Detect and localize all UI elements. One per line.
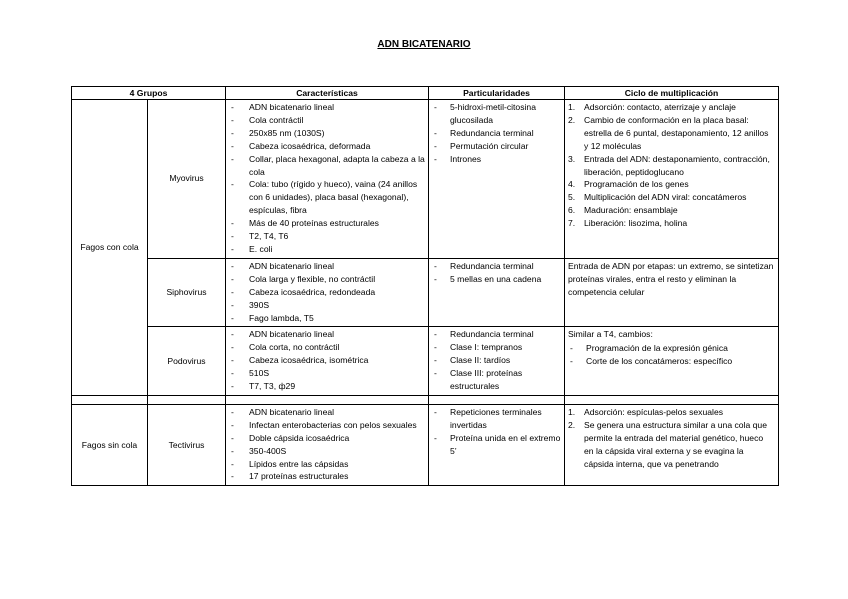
list-item: - Corte de los concatámeros: específico [568,355,775,368]
header-cycle: Ciclo de multiplicación [565,87,779,100]
list-item: - T7, T3, ф29 [229,380,425,393]
list-item: 4. Programación de los genes [568,179,689,190]
list-item: - Intrones [432,153,561,166]
list-item: - ADN bicatenario lineal [229,101,425,114]
list-item: - Cabeza icosaédrica, isométrica [229,354,425,367]
list-item: - Más de 40 proteínas estructurales [229,217,425,230]
list-item: 7. Liberación: lisozima, holina [568,218,688,229]
siphovirus-cycle-text: Entrada de ADN por etapas: un extremo, se sintetizan proteínas virales, entra el resto y eliminan la competencia celular [568,260,774,297]
row-myovirus [72,100,779,259]
list-item: - Redundancia terminal [432,260,561,273]
list-item: - Cola larga y flexible, no contráctil [229,273,425,286]
list-item: - Infectan enterobacterias con pelos sexuales [229,419,425,432]
list-item: 1. Adsorción: espículas-pelos sexuales [568,406,724,417]
list-item: - Doble cápsida icosaédrica [229,432,425,445]
list-item: 2. Se genera una estructura similar a una cola que permite la entrada del material genético, hueco en la cápsida viral externa y se evagina la cápsida interna, que va penetrando [568,419,767,469]
spacer-row [72,395,779,404]
tectivirus-particularities [429,404,565,485]
myovirus-cycle [565,100,779,259]
header-groups: 4 Grupos [72,87,226,100]
list-item: 6. Maduración: ensamblaje [568,205,678,216]
list-item: - Clase III: proteínas estructurales [432,367,561,393]
list-item: - 5 mellas en una cadena [432,273,561,286]
list-item: - Clase I: tempranos [432,341,561,354]
header-row [72,87,779,100]
list-item: - 390S [229,299,425,312]
family-myovirus: Myovirus [148,100,226,259]
list-item: - Redundancia terminal [432,328,561,341]
list-item: - Cola corta, no contráctil [229,341,425,354]
podovirus-cycle [565,327,779,396]
document-title: ADN BICATENARIO [377,39,471,50]
list-item: - Cabeza icosaédrica, deformada [229,140,425,153]
podovirus-characteristics [226,327,429,396]
row-podovirus [72,327,779,396]
list-item: 2. Cambio de conformación en la placa basal: estrella de 6 puntal, destaponamiento, 12 anillos y 12 moléculas [568,114,769,151]
podovirus-particularities [429,327,565,396]
list-item: - Clase II: tardíos [432,354,561,367]
list-item: - Programación de la expresión génica [568,342,775,355]
tectivirus-cycle [565,404,779,485]
family-tectivirus: Tectivirus [148,404,226,485]
list-item: - Cola: tubo (rígido y hueco), vaina (24 anillos con 6 unidades), placa basal (hexagonal), espículas, fibra [229,178,425,217]
siphovirus-characteristics [226,258,429,327]
list-item: - E. coli [229,243,425,256]
tectivirus-characteristics [226,404,429,485]
siphovirus-particularities [429,258,565,327]
list-item: - 350-400S [229,445,425,458]
list-item: - ADN bicatenario lineal [229,260,425,273]
group-tailless: Fagos sin cola [72,404,148,485]
list-item: - 17 proteínas estructurales [229,470,425,483]
list-item: - Proteína unida en el extremo 5’ [432,432,561,458]
list-item: - Lípidos entre las cápsidas [229,458,425,471]
list-item: - 510S [229,367,425,380]
myovirus-particularities [429,100,565,259]
list-item: 5. Multiplicación del ADN viral: concatámeros [568,192,747,203]
header-characteristics: Características [226,87,429,100]
list-item: - Redundancia terminal [432,127,561,140]
header-particularities: Particularidades [429,87,565,100]
list-item: - ADN bicatenario lineal [229,328,425,341]
list-item: - Cola contráctil [229,114,425,127]
bacteriophage-table [71,86,779,486]
myovirus-characteristics [226,100,429,259]
list-item: 3. Entrada del ADN: destaponamiento, contracción, liberación, peptidoglucano [568,153,770,177]
row-tectivirus [72,404,779,485]
list-item: - Collar, placa hexagonal, adapta la cabeza a la cola [229,153,425,179]
list-item: - T2, T4, T6 [229,230,425,243]
group-tailed: Fagos con cola [72,100,148,396]
family-podovirus: Podovirus [148,327,226,396]
list-item: - Repeticiones terminales invertidas [432,406,561,432]
siphovirus-cycle [565,258,779,327]
podovirus-cycle-intro: Similar a T4, cambios: [568,329,653,340]
row-siphovirus [72,258,779,327]
list-item: - Cabeza icosaédrica, redondeada [229,286,425,299]
list-item: - 250x85 nm (1030S) [229,127,425,140]
list-item: - ADN bicatenario lineal [229,406,425,419]
list-item: - 5-hidroxi-metil-citosina glucosilada [432,101,561,127]
list-item: - Fago lambda, T5 [229,312,425,325]
list-item: - Permutación circular [432,140,561,153]
family-siphovirus: Siphovirus [148,258,226,327]
list-item: 1. Adsorción: contacto, aterrizaje y anclaje [568,102,736,112]
